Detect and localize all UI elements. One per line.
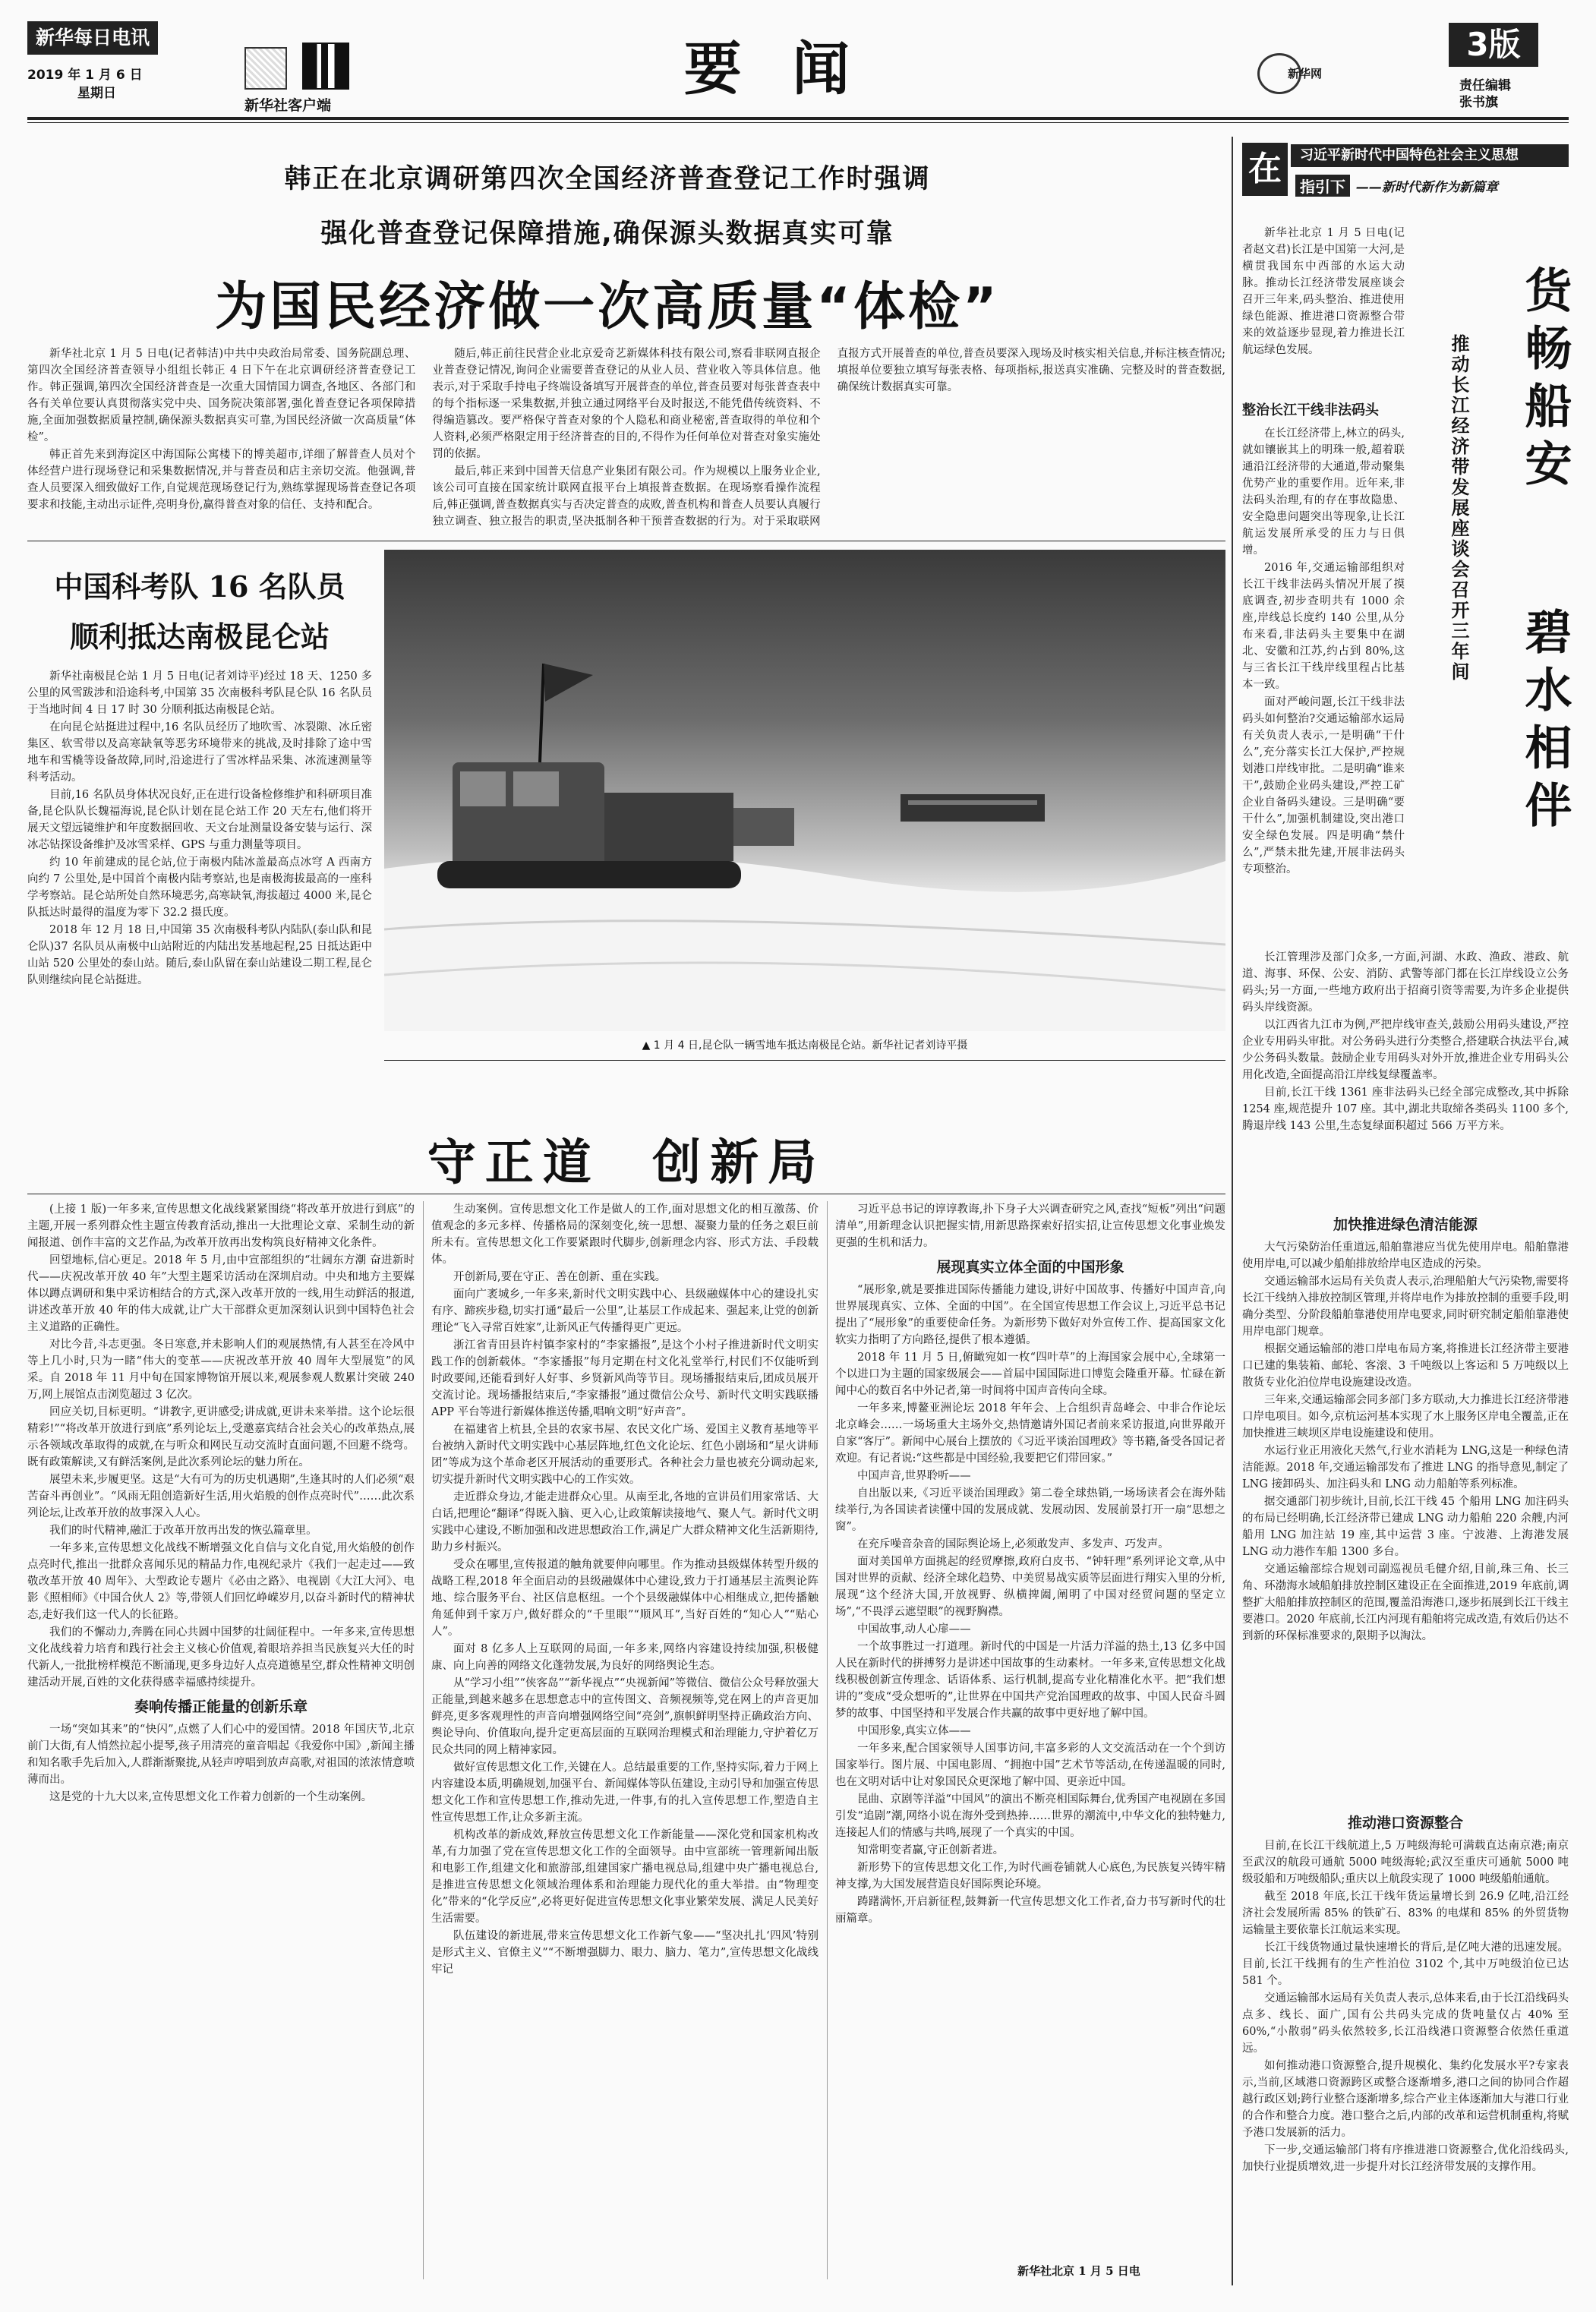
culture-headline: 守正道 创新局 xyxy=(427,1135,826,1191)
culture-paragraph: 队伍建设的新进展,带来宣传思想文化工作新气象——“坚决扎扎‘四风’特别是形式主义、官僚主义”“不断增强脚力、眼力、脑力、笔力”,宣传思想文化战线牢记 xyxy=(431,1930,819,1976)
sidebar-paragraph: 在长江经济带上,林立的码头,就如镶嵌其上的明珠一般,超着联通沿江经济带的大通道,带动聚集优势产业的重要作用。近年来,非法码头治理,有的存在事故隐患、安全隐患问题突出等现象,让长江航运发展所承受的压力与日俱增。 xyxy=(1242,427,1405,557)
culture-paragraph: 做好宣传思想文化工作,关键在人。总结最重要的工作,坚持实际,着力于网上内容建设本质,明确规划,加强平台、新闻媒体等队伍建设,主动引导和加强宣传思想文化工作和宣传思想工作,推动先进,一件事,有的扎入宣传思想工作,塑造自主性宣传思想工作,让众多新主流。 xyxy=(431,1762,819,1824)
xinhua-app-icon[interactable] xyxy=(244,47,287,90)
culture-paragraph: 我们的不懈动力,奔腾在同心共圆中国梦的壮阔征程中。一年多来,宣传思想文化战线着力培育和践行社会主义核心价值观,着眼培养担当民族复兴大任的时代新人,一批批榜样模范不断涌现,更多身边好人点亮道德星空,群众性精神文明创建活动开展,百姓的文化获得感幸福感持续提升。 xyxy=(27,1626,415,1689)
sidebar-paragraph: 长江干线货物通过量快速增长的背后,是亿吨大港的迅速发展。目前,长江干线拥有的生产性泊位 3102 个,其中万吨级泊位已达 581 个。 xyxy=(1242,1941,1569,1987)
photo-caption: ▲ 1 月 4 日,昆仑队一辆雪地车抵达南极昆仑站。新华社记者刘诗平摄 xyxy=(642,1039,968,1052)
sidebar-paragraph: 水运行业正用液化天然气,行业水消耗为 LNG,这是一种绿色清洁能源。2018 年,交通运输部发布了推进 LNG 的指导意见,制定了 LNG 接卸码头、加注码头和 LNG 动力船舶等系列标准。 xyxy=(1242,1445,1569,1490)
qr-code-icon[interactable] xyxy=(302,43,349,90)
sidebar-paragraph: 交通运输部水运局有关负责人表示,总体来看,由于长江沿线码头点多、线长、面广,国有公共码头完成的货吨量仅占 40% 至 60%,“小散弱”码头依然较多,长江沿线港口资源整合依然任重道远。 xyxy=(1242,1992,1569,2055)
culture-subhead-2: 展现真实立体全面的中国形象 xyxy=(936,1259,1124,1276)
lead-subhead: 强化普查登记保障措施,确保源头数据真实可靠 xyxy=(320,219,894,249)
antarctic-headline-2: 顺利抵达南极昆仑站 xyxy=(69,620,330,654)
sidebar-headline-2: 碧水相伴 xyxy=(1517,607,1572,838)
culture-dateline: 新华社北京 1 月 5 日电 xyxy=(1017,2264,1140,2278)
antarctic-paragraph: 约 10 年前建成的昆仑站,位于南极内陆冰盖最高点冰穹 A 西南方向约 7 公里处,是中国首个南极内陆考察站,也是南极海拔最高的一座科学考察站。昆仑站所处自然环境恶劣,高寒缺氧,海拔超过 4000 米,昆仑队抵达时最得的温度为零下 32.2 摄氏度。 xyxy=(27,856,372,919)
sidebar-section-3 xyxy=(1242,1807,1569,2285)
sidebar-paragraph: 新华社北京 1 月 5 日电(记者赵文君)长江是中国第一大河,是横贯我国东中西部的水运大动脉。推动长江经济带发展座谈会召开三年来,码头整治、推进使用绿色能源、推进港口资源整合带来的效益逐步显现,着力推进长江航运绿色发展。 xyxy=(1242,227,1405,356)
lead-paragraph: 新华社北京 1 月 5 日电(记者韩洁)中共中央政治局常委、国务院副总理、第四次全国经济普查领导小组组长韩正 4 日下午在北京调研经济普查登记工作。韩正强调,第四次全国经济普查是一次重大国情国力调查,各地区、各部门和各有关单位要认真贯彻落实党中央、国务院决策部署,强化普查登记各项保障措施,全面加强数据质量控制,确保源头数据真实可靠,为国民经济做一次高质量“体检”。 xyxy=(27,348,416,443)
culture-paragraph: 一年多来,宣传思想文化战线不断增强文化自信与文化自觉,用火焰般的创作点亮时代,推出一批群众喜闻乐见的精品力作,电视纪录片《我们一起走过——致敬改革开放 40 周年》、大型政论专题片《必由之路》、电视剧《大江大河》、电影《照相师》《中国合伙人 2》等,带领人们回忆峥嵘岁月,以奋斗新时代的精神状态,走好我们这一代人的长征路。 xyxy=(27,1542,415,1621)
culture-paragraph: 我们的时代精神,融汇于改革开放再出发的恢弘篇章里。 xyxy=(49,1525,317,1537)
lead-story-body xyxy=(27,345,1225,535)
series-badge xyxy=(1242,143,1288,196)
culture-paragraph: 开创新局,要在守正、善在创新、重在实践。 xyxy=(453,1271,667,1283)
sidebar-paragraph: 交通运输部水运局有关负责人表示,治理船舶大气污染物,需要将长江干线纳入排放控制区管理,并将岸电作为排放控制的重要手段,明确分类型、分阶段船舶靠港使用岸电要求,同时研究制定船舶靠港使用岸电部门规章。 xyxy=(1242,1276,1569,1338)
antarctic-paragraph: 目前,16 名队员身体状况良好,正在进行设备检修维护和科研项目准备,昆仑队队长魏福海说,昆仑队计划在昆仑站工作 20 天左右,他们将开展天文望远镜维护和年度数据回收、天文台址测量设备安装与运行、深冰芯钻探设备维护及冰雪采样、GPS 与重力测量等项目。 xyxy=(27,789,372,851)
culture-paragraph: 走近群众身边,才能走进群众心里。从南至北,各地的宣讲员们用家常话、大白话,把理论“翻译”得既入脑、更入心,让政策解读接地气、聚人气。新时代文明实践中心建设,不断加强和改进思想政治工作,满足广大群众精神文化生活新期待,助力乡村振兴。 xyxy=(431,1491,819,1553)
culture-paragraph: 机构改革的新成效,释放宣传思想文化工作新能量——深化党和国家机构改革,有力加强了党在宣传思想文化工作的全面领导。由中宣部统一管理新闻出版和电影工作,组建文化和旅游部,组建国家广播电视总局,组建中央广播电视总台,是推进宣传思想文化领域治理体系和治理能力现代化的重大举措。由“物理变化”带来的“化学反应”,必将更好促进宣传思想文化事业繁荣发展、满足人民美好生活需要。 xyxy=(431,1829,819,1925)
culture-column-3 xyxy=(835,1201,1225,2257)
culture-paragraph: (上接 1 版)一年多来,宣传思想文化战线紧紧围绕“将改革开放进行到底”的主题,开展一系列群众性主题宣传教育活动,推出一大批理论文章、采制生动的新闻报道、创作丰富的文艺作品,为改革开放再出发构筑良好精神文化条件。 xyxy=(27,1203,415,1249)
masthead-rule xyxy=(27,117,1569,120)
series-banner xyxy=(1242,143,1569,203)
sidebar-paragraph: 截至 2018 年底,长江干线年货运量增长到 26.9 亿吨,沿江经济社会发展所需 85% 的铁矿石、83% 的电煤和 85% 的外贸货物运输量主要依靠长江航运来实现。 xyxy=(1242,1891,1569,1936)
series-bar xyxy=(1291,144,1569,167)
culture-paragraph: 对比今昔,斗志更强。冬日寒意,并未影响人们的观展热情,有人甚至在冷风中等上几小时,只为一睹“伟大的变革——庆祝改革开放 40 周年大型展览”的风采。自 2018 年 11 月中旬在国家博物馆开展以来,观展参观人数累计突破 240 万,网上展馆点击浏览超过 3 亿次。 xyxy=(27,1339,415,1401)
section-title: 要 闻 xyxy=(683,35,866,103)
lead-kicker: 韩正在北京调研第四次全国经济普查登记工作时强调 xyxy=(284,164,931,194)
lead-paragraph: 韩正首先来到海淀区中海国际公寓楼下的博美超市,详细了解普查人员对个体经营户进行现场登记和采集数据情况,并与普查员和店主亲切交流。他强调,普查人员要深入细致做好工作,自觉规范现场登记行为,熟练掌握现场普查登记各项要求和技能,主动出示证件,亮明身份,赢得普查对象的信任、支持和配合。 xyxy=(27,449,416,511)
sidebar-section-1 xyxy=(1242,395,1405,942)
culture-paragraph: 从“学习小组”“侠客岛”“新华视点”“央视新闻”等微信、微信公众号释放强大正能量,到越来越多在思想意志中的宣传图文、音频视频等,党在网上的声音更加鲜亮,更多客观理性的声音向增强网络空间“亮剑”,旗帜鲜明坚持正确政治方向、舆论导向、价值取向,提升定更高层面的互联网治理模式和治理能力,守护着亿万民众共同的网上精神家园。 xyxy=(431,1677,819,1756)
culture-paragraph: 一年多来,配合国家领导人国事访问,丰富多彩的人文交流活动在一个个到访国家举行。图片展、中国电影周、“拥抱中国”艺术节等活动,在传递温暖的同时,也在文明对话中让对象国民众更深地了解中国、更亲近中国。 xyxy=(835,1743,1225,1788)
sidebar-paragraph: 三年来,交通运输部会同多部门多方联动,大力推进长江经济带港口岸电项目。如今,京杭运河基本实现了水上服务区岸电全覆盖,正在加快推进三峡坝区岸电设施建设和使用。 xyxy=(1242,1394,1569,1440)
sidebar-paragraph: 以江西省九江市为例,严把岸线审查关,鼓励公用码头建设,严控企业专用码头审批。对公务码头进行分类整合,搭建联合执法平台,减少公务码头数量。鼓励企业专用码头对外开放,推进企业专用码头公用化改造,全面提高沿江岸线复绿覆盖率。 xyxy=(1242,1019,1569,1081)
culture-paragraph: 昆曲、京剧等洋溢“中国风”的演出不断亮相国际舞台,优秀国产电视剧在多国引发“追剧”潮,网络小说在海外受到热捧……世界的潮流中,中华文化的独特魅力,连接起人们的情感与共鸣,展现了一个真实的中国。 xyxy=(835,1793,1225,1839)
sidebar-paragraph: 交通运输部综合规划司副巡视员毛健介绍,目前,珠三角、长三角、环渤海水域船舶排放控制区建设正在全面推进,2019 年底前,调整扩大船舶排放控制区的范围,覆盖沿海港口,逐步拓展到长江干线主要港口。2020 年底前,长江内河现有船舶将完成改造,有效后仍达不到新的环保标准要求的,限期予以淘汰。 xyxy=(1242,1563,1569,1642)
lead-headline: 为国民经济做一次高质量“体检” xyxy=(215,277,1000,337)
antarctic-paragraph: 新华社南极昆仑站 1 月 5 日电(记者刘诗平)经过 18 天、1250 多公里的风雪跋涉和沿途科考,中国第 35 次南极科考队昆仑队 16 名队员于当地时间 4 日 17 时 30 分顺利抵达南极昆仑站。 xyxy=(27,670,372,716)
sidebar-paragraph: 如何推动港口资源整合,提升规模化、集约化发展水平?专家表示,当前,区域港口资源跨区或整合逐渐增多,港口之间的协同合作超越行政区划;跨行业整合逐渐增多,综合产业主体逐渐加大与港口行业的合作和整合力度。港口整合之后,内部的改革和运营机制重构,将赋予港口发展新的活力。 xyxy=(1242,2060,1569,2139)
antarctic-photo xyxy=(384,550,1225,1031)
xinhuanet-logo xyxy=(1257,50,1333,97)
sidebar-paragraph: 长江管理涉及部门众多,一方面,河湖、水政、渔政、港政、航道、海事、环保、公安、消防、武警等部门都在长江岸线设立公务码头;另一方面,一些地方政府出于招商引资等需要,为许多企业提供码头岸线资源。 xyxy=(1242,951,1569,1014)
antarctic-paragraph: 在向昆仑站挺进过程中,16 名队员经历了地吹雪、冰裂隙、冰丘密集区、软雪带以及高寒缺氧等恶劣环境带来的挑战,及时排除了途中雪地车和雪橇等设备故障,同时,沿途进行了雪冰样品采集、冰流速测量等科考活动。 xyxy=(27,721,372,784)
culture-paragraph: 回应关切,目标更明。“讲教字,更讲感受;讲成就,更讲未来举措。这个论坛很精彩!”“将改革开放进行到底”系列论坛上,受邀嘉宾结合社会关心的改革热点,展示各领域改革取得的成就,在与听众和网民互动交流时直面问题,不回避不绕弯。既有政策解读,又有鲜活案例,是此次系列论坛的魅力所在。 xyxy=(27,1406,415,1468)
culture-paragraph: 面对 8 亿多人上互联网的局面,一年多来,网络内容建设持续加强,积极健康、向上向善的网络文化蓬勃发展,为良好的网络舆论生态。 xyxy=(431,1643,819,1672)
culture-paragraph: 面对美国单方面挑起的经贸摩擦,政府白皮书、“钟轩理”系列评论文章,从中国对世界的贡献、经济全球化趋势、中美贸易战实质等层面进行翔实入里的分析,展现“这个经济大国,开放视野、纵横捭阖,阐明了中国对经贸问题的坚定立场”,“不畏浮云遮望眼”的视野胸襟。 xyxy=(835,1556,1225,1618)
culture-paragraph: 中国声音,世界聆听—— xyxy=(857,1470,971,1482)
antarctic-body xyxy=(27,668,372,1154)
column-divider xyxy=(1232,137,1233,2285)
culture-top-rule xyxy=(384,1060,1225,1061)
culture-paragraph: 习近平总书记的谆谆教诲,扑下身子大兴调查研究之风,查找“短板”列出“问题清单”,用新理念认识把握实情,用新思路探索好招实招,让宣传思想文化事业焕发更强的生机和活力。 xyxy=(835,1203,1225,1249)
culture-paragraph: 一场“突如其来”的“快闪”,点燃了人们心中的爱国情。2018 年国庆节,北京前门大街,有人悄然拉起小提琴,孩子用清亮的童音唱起《我爱你中国》,新闻主播和知名歌手先后加入,人群渐渐聚拢,从轻声哼唱到放声高歌,对祖国的浓浓情意喷薄而出。 xyxy=(27,1724,415,1786)
page-number-box xyxy=(1449,23,1538,67)
paper-name-box xyxy=(27,21,158,55)
page-number: 3版 xyxy=(1466,26,1521,63)
culture-paragraph: 浙江省青田县许村镇李家村的“李家播报”,是这个小村子推进新时代文明实践工作的创新载体。“李家播报”每月定期在村文化礼堂举行,村民们不仅能听到时政要闻,还能看到好人好事、乡贤新风尚等节目。现场播报结束后,团成员展开交流讨论。现场播报结束后,“李家播报”通过微信公众号、新时代文明实践联播 APP 平台等进行新媒体推送传播,唱响文明“好声音”。 xyxy=(431,1339,819,1418)
culture-paragraph: 在福建省上杭县,全县的农家书屋、农民文化广场、爱国主义教育基地等平台被纳入新时代文明实践中心基层阵地,红色文化论坛、红色小剧场和“星火讲师团”等成为这个革命老区开展活动的重要形式。各种社会力量也被充分调动起来,切实提升新时代文明实践中心的工作实效。 xyxy=(431,1424,819,1486)
sidebar-headline-1: 货畅船安 xyxy=(1517,266,1572,497)
culture-paragraph: 踌躇满怀,开启新征程,鼓舞新一代宣传思想文化工作者,奋力书写新时代的壮丽篇章。 xyxy=(835,1896,1225,1925)
sidebar-paragraph: 大气污染防治任重道远,船舶靠港应当优先使用岸电。船舶靠港使用岸电,可以减少船舶排放给岸电区造成的污染。 xyxy=(1242,1241,1569,1270)
sidebar-paragraph: 根据交通运输部的港口岸电布局方案,将推进长江经济带主要港口已建的集装箱、邮轮、客滚、3 千吨级以上客运和 5 万吨级以上散货专业化泊位岸电设施建设改造。 xyxy=(1242,1343,1569,1389)
column-rule xyxy=(423,1201,424,2279)
sidebar-paragraph: 2016 年,交通运输部组织对长江干线非法码头情况开展了摸底调查,初步查明共有 1000 余座,岸线总长度约 140 公里,从分布来看,非法码头主要集中在湖北、安徽和江苏,约占到 80%,这与三省长江干线岸线里程占比基本一致。 xyxy=(1242,562,1405,691)
culture-paragraph: “展形象,就是要推进国际传播能力建设,讲好中国故事、传播好中国声音,向世界展现真实、立体、全面的中国”。在全国宣传思想工作会议上,习近平总书记提出了“展形象”的重要使命任务。为新形势下做好对外宣传工作、提高国家文化软实力指明了方向路径,提供了根本遵循。 xyxy=(835,1284,1225,1346)
sidebar-subhead-2: 加快推进绿色清洁能源 xyxy=(1333,1216,1478,1233)
culture-paragraph: 受众在哪里,宣传报道的触角就要伸向哪里。作为推动县级媒体转型升级的战略工程,2018 年全面启动的县级融媒体中心建设,致力于打通基层主流舆论阵地、综合服务平台、社区信息枢纽。一个个县级融媒体中心相继成立,把传播触角延伸到千家万户,做好群众的“千里眼”“顺风耳”,当好百姓的“知心人”“贴心人”。 xyxy=(431,1559,819,1638)
sidebar-paragraph: 据交通部门初步统计,目前,长江干线 45 个船用 LNG 加注码头的布局已经明确,长江经济带已建成 LNG 动力船舶 220 余艘,内河船用 LNG 加注站 19 座,其中运营 3 座。宁波港、上海港发展 LNG 动力港作车船 1300 多台。 xyxy=(1242,1496,1569,1558)
sidebar-section-1-cont xyxy=(1242,949,1569,1200)
culture-paragraph: 生动案例。宣传思想文化工作是做人的工作,面对思想文化的相互激荡、价值观念的多元多样、传播格局的深刻变化,统一思想、凝聚力量的任务之艰巨前所未有。宣传思想文化工作要紧跟时代脚步,创新理念内容、形式方法、手段载体。 xyxy=(431,1203,819,1266)
culture-column-1 xyxy=(27,1201,415,2279)
sidebar-paragraph: 面对严峻问题,长江干线非法码头如何整治?交通运输部水运局有关负责人表示,一是明确“干什么”,充分落实长江大保护,严控规划港口岸线审批。二是明确“谁来干”,鼓励企业码头建设,严控工矿企业自备码头建设。三是明确“要干什么”,加强机制建设,突出港口安全绿色发展。四是明确“禁什么”,严禁未批先建,开展非法码头专项整治。 xyxy=(1242,696,1405,875)
editor-label: 责任编辑 xyxy=(1459,78,1511,93)
editor-name: 张书旗 xyxy=(1459,95,1498,110)
series-badge-char: 在 xyxy=(1248,150,1282,188)
culture-paragraph: 这是党的十九大以来,宣传思想文化工作着力创新的一个生动案例。 xyxy=(49,1791,373,1803)
issue-date: 2019 年 1 月 6 日 xyxy=(27,68,143,83)
series-line-2: 指引下 xyxy=(1295,175,1350,197)
series-line-3: ——新时代新作为新篇章 xyxy=(1356,180,1498,195)
paper-name: 新华每日电讯 xyxy=(35,27,150,49)
series-line-1: 习近平新时代中国特色社会主义思想 xyxy=(1300,147,1519,163)
sidebar-intro xyxy=(1242,225,1405,393)
sidebar-paragraph: 目前,在长江干线航道上,5 万吨级海轮可满载直达南京港;南京至武汉的航段可通航 5000 吨级海轮;武汉至重庆可通航 5000 吨级驳船和万吨级船队;重庆以上航段实现了 1000 吨级船舶通航。 xyxy=(1242,1840,1569,1885)
culture-paragraph: 回望地标,信心更足。2018 年 5 月,由中宣部组织的“壮阔东方潮 奋进新时代——庆祝改革开放 40 年”大型主题采访活动在深圳启动。中央和地方主要媒体以蹲点调研和集中采访相结合的方式,深入改革开放的一线,用生动鲜活的报道,讲述改革开放 40 年的伟大成就,让广大干部群众更加深刻认识到中国特色社会主义道路的正确性。 xyxy=(27,1254,415,1333)
column-rule xyxy=(827,1201,828,2279)
culture-column-2 xyxy=(431,1201,819,2279)
masthead xyxy=(0,0,1596,114)
sidebar-subhead-1: 整治长江干线非法码头 xyxy=(1242,402,1379,418)
client-label: 新华社客户端 xyxy=(244,97,332,114)
photo-illustration xyxy=(384,550,1225,1031)
lead-paragraph: 随后,韩正前往民营企业北京爱奇艺新媒体科技有限公司,察看非联网直报企业普查登记情况,询问企业需要普查登记的从业人员、营业收入等具体信息。他表示,对于采取手持电子终端设备填写开展普查的单位,普查员要对每张普查表中的每个指标逐一采集数据,并独立通过网络平台及时报送,不能凭借传统资料、不得编造篡改。要严格保守普查对象的个人隐私和商业秘密,普查取得的单位和个人资料,必须严格限定用于经济普查的目的,不得作为任何单位对普查对象实施处罚的依据。 xyxy=(432,348,821,460)
issue-weekday: 星期日 xyxy=(77,86,116,101)
culture-paragraph: 一个故事胜过一打道理。新时代的中国是一片活力洋溢的热土,13 亿多中国人民在新时代的拼搏努力是讲述中国故事的生动素材。一年多来,宣传思想文化战线积极创新宣传理念、话语体系、运行机制,提高专业化精准化水平。把“我们想讲的”变成“受众想听的”,让世界在中国共产党治国理政的故事、中国人民奋斗圆梦的故事、中国坚持和平发展合作共赢的故事中更好地了解中国。 xyxy=(835,1641,1225,1720)
sidebar-paragraph: 下一步,交通运输部门将有序推进港口资源整合,优化沿线码头,加快行业提质增效,进一步提升对长江经济带发展的支撑作用。 xyxy=(1242,2144,1569,2173)
culture-paragraph: 一年多来,博鳌亚洲论坛 2018 年年会、上合组织青岛峰会、中非合作论坛北京峰会……一场场重大主场外交,热情邀请外国记者前来采访报道,向世界敞开自家“客厅”。新闻中心展台上摆放的《习近平谈治国理政》等书籍,备受各国记者欢迎。有记者说:“这些都是中国经验,我要把它们带回家。” xyxy=(835,1402,1225,1465)
culture-paragraph: 在充斥噪音杂音的国际舆论场上,必须敢发声、多发声、巧发声。 xyxy=(857,1538,1169,1550)
logo-text: 新华网 xyxy=(1288,67,1323,80)
antarctic-headline-1: 中国科考队 16 名队员 xyxy=(54,569,345,604)
sidebar-section-2 xyxy=(1242,1209,1569,1793)
culture-paragraph: 展望未来,步履更坚。这是“大有可为的历史机遇期”,生逢其时的人们必须“艰苦奋斗再创业”。“风雨无阻创造新好生活,用火焰般的创作点亮时代”……此次系列论坛,让改革开放的故事深入人心。 xyxy=(27,1474,415,1519)
sidebar-subhead-3: 推动港口资源整合 xyxy=(1347,1815,1463,1831)
culture-paragraph: 中国故事,动人心扉—— xyxy=(857,1623,971,1635)
culture-paragraph: 新形势下的宣传思想文化工作,为时代画卷铺就人心底色,为民族复兴铸牢精神支撑,为大国发展营造良好国际舆论环境。 xyxy=(835,1862,1225,1891)
culture-paragraph: 知常明变者赢,守正创新者进。 xyxy=(857,1844,1005,1856)
culture-paragraph: 自出版以来,《习近平谈治国理政》第二卷全球热销,一场场读者会在海外陆续举行,为各国读者读懂中国的发展成就、发展动因、发展前景打开一扇“思想之窗”。 xyxy=(835,1487,1225,1533)
culture-paragraph: 中国形象,真实立体—— xyxy=(857,1725,971,1737)
antarctic-paragraph: 2018 年 12 月 18 日,中国第 35 次南极科考队内陆队(泰山队和昆仑队)37 名队员从南极中山站附近的内陆出发基地起程,25 日抵达距中山站 520 公里处的泰山站。随后,泰山队留在泰山站建设二期工程,昆仑队则继续向昆仑站挺进。 xyxy=(27,924,372,986)
masthead-rule-thin xyxy=(27,122,1569,123)
lead-paragraph: 最后,韩正来到中国普天信息产业集团有限公司。作为规模以上服务业企业,该公司可直接在国家统计联网直报平台上填报普查数据。在现场察看操作流程后,韩正强调,普查数据真实与否决定普查的成败,普查机构和普查人员要认真履行独立调查、独立报告的职责,坚决抵制各种干预普查数据的行为。对于采取联网直报方式开展普查的单位,普查员要深入现场及时核实相关信息,并标注核查情况;填报单位要独立填写每张表格、每项指标,报送真实准确、完整及时的普查数据,确保统计数据真实可靠。 xyxy=(432,348,1225,528)
culture-paragraph: 面向广袤城乡,一年多来,新时代文明实践中心、县级融媒体中心的建设扎实有序、蹄疾步稳,切实打通“最后一公里”,让基层工作成起来、强起来,让党的创新理论“飞入寻常百姓家”,让新风正气传播得更广更远。 xyxy=(431,1288,819,1334)
culture-paragraph: 2018 年 11 月 5 日,俯瞰宛如一枚“四叶草”的上海国家会展中心,全球第一个以进口为主题的国家级展会——首届中国国际进口博览会隆重开幕。忙碌在新闻中心的数百名中外记者,第一时间将中国声音传向全球。 xyxy=(835,1352,1225,1397)
sidebar-subhead: 推动长江经济带发展座谈会召开三年间 xyxy=(1448,334,1470,683)
culture-subhead-1: 奏响传播正能量的创新乐章 xyxy=(134,1699,308,1715)
sidebar-paragraph: 目前,长江干线 1361 座非法码头已经全部完成整改,其中拆除 1254 座,规范提升 107 座。其中,湖北共取缔各类码头 1100 多个,腾退岸线 143 公里,生态复绿面积超过 566 万平方米。 xyxy=(1242,1087,1569,1132)
